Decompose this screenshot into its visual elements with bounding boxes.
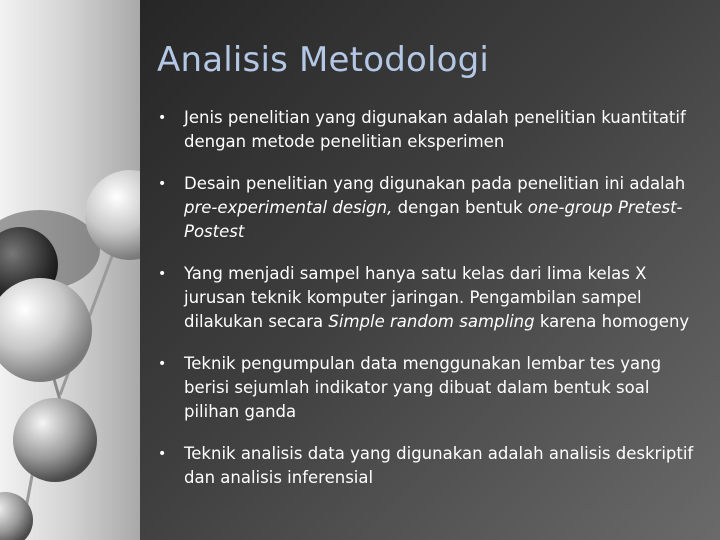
bullet-dot: • — [158, 266, 167, 282]
bullet-dot: • — [158, 356, 167, 372]
bullet-item — [156, 352, 696, 424]
bullet-text: Desain penelitian yang digunakan pada penelitian ini adalah — [184, 174, 686, 193]
bullet-text: Jenis penelitian yang digunakan adalah penelitian kuantitatif dengan metode penelitian eksperimen — [184, 108, 686, 151]
bullet-item — [156, 262, 696, 334]
bullet-item — [156, 442, 696, 490]
bullet-dot: • — [158, 446, 167, 462]
pushpins-image — [0, 0, 140, 540]
bullet-italic-text: one-group Pretest-Postest — [184, 198, 683, 241]
bullet-text: Teknik pengumpulan data menggunakan lembar tes yang berisi sejumlah indikator yang dibuat dalam bentuk soal pilihan ganda — [184, 354, 662, 421]
slide-title: Analisis Metodologi — [157, 40, 490, 80]
bullet-dot: • — [158, 176, 167, 192]
bullet-list — [156, 106, 696, 508]
pushpins-photo — [0, 0, 140, 540]
bullet-text: dengan bentuk — [392, 198, 528, 217]
bullet-text: Yang menjadi sampel hanya satu kelas dari lima kelas X jurusan teknik komputer jaringan. Pengambilan sampel dilakukan secara — [184, 264, 647, 331]
bullet-item — [156, 106, 696, 154]
bullet-dot: • — [158, 110, 167, 126]
bullet-item — [156, 172, 696, 244]
bullet-italic-text: Simple random sampling — [328, 312, 535, 331]
bullet-text: Teknik analisis data yang digunakan adalah analisis deskriptif dan analisis inferensial — [184, 444, 694, 487]
bullet-italic-text: pre-experimental design, — [184, 198, 393, 217]
bullet-text: karena homogeny — [534, 312, 690, 331]
